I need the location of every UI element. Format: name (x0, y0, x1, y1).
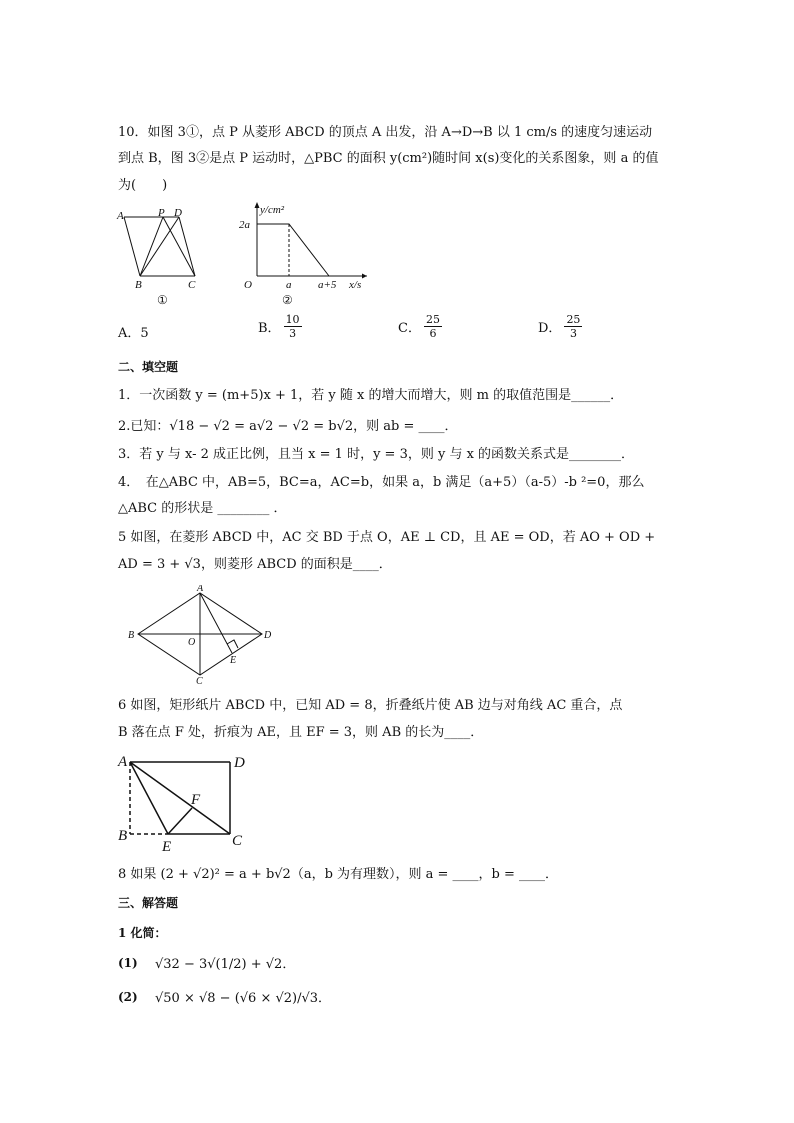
fig6-seg-ef (168, 808, 192, 834)
option-b-den: 3 (289, 327, 297, 340)
fig5-label-c: C (196, 676, 203, 685)
fig5-label-d: D (264, 630, 272, 641)
fig5-label-o: O (188, 637, 196, 648)
q10-line1: 10．如图 3①，点 P 从菱形 ABCD 的顶点 A 出发，沿 A→D→B 以 1 cm/s 的速度匀速运动 (118, 125, 653, 140)
option-d (538, 313, 582, 340)
fig1-side-ab (124, 217, 140, 276)
option-b-num: 10 (285, 313, 300, 326)
fill-q1: 1．一次函数 y = (m+5)x + 1，若 y 随 x 的增大而增大，则 m 的取值范围是______． (118, 388, 624, 403)
option-c-frac (424, 313, 442, 340)
fill-q6-line2: B 落在点 F 处，折痕为 AE，且 EF = 3，则 AB 的长为____． (118, 725, 484, 740)
fill-q4-line1: 4． 在△ABC 中，AB=5，BC=a，AC=b，如果 a，b 满足（a+5）（a-5）-b ²=0，那么 (118, 475, 645, 490)
fig1-seg-cp (163, 217, 195, 276)
fill-q5-line2: AD = 3 + √3，则菱形 ABCD 的面积是____． (118, 557, 392, 572)
option-a-value: 5 (140, 326, 149, 341)
option-b (258, 313, 302, 340)
option-c-num: 25 (425, 313, 440, 326)
solve-p2-expr: √50 × √8 − (√6 × √2)/√3． (155, 991, 332, 1006)
fig2-ytick: 2a (239, 219, 250, 231)
fig6-crease-ae (130, 762, 168, 834)
fig6-label-c: C (232, 833, 243, 849)
option-c-den: 6 (429, 327, 437, 340)
fig6-label-f: F (191, 792, 201, 808)
option-c-letter: C． (398, 321, 421, 336)
option-d-frac (564, 313, 582, 340)
solve-p2-label: (2) (118, 990, 138, 1004)
fig6-label-e: E (162, 839, 172, 855)
section2-heading: 二、填空题 (118, 360, 179, 374)
fill-q2: 2.已知：√18 − √2 = a√2 − √2 = b√2，则 ab = ____． (118, 419, 458, 434)
fig6-diag-ac (130, 762, 230, 834)
figure-graph-2 (232, 200, 372, 310)
solve-q1: 1 化简： (118, 926, 167, 940)
figure-rhombus-5 (124, 585, 276, 685)
q10-line2: 到点 B，图 3②是点 P 运动时，△PBC 的面积 y(cm²)随时间 x(s)变化的关系图象，则 a 的值 (118, 151, 659, 166)
fig2-origin: O (244, 279, 252, 291)
figure-rhombus-1 (116, 205, 206, 309)
solve-p1-expr: √32 − 3√(1/2) + √2． (155, 957, 296, 972)
fig6-label-d: D (234, 755, 245, 771)
fig1-label-p: P (158, 207, 165, 219)
fig2-xtick-a: a (286, 279, 292, 291)
fig2-x-arrow (362, 274, 367, 279)
option-d-den: 3 (569, 327, 577, 340)
fig1-caption: ① (157, 293, 168, 307)
fig1-side-dc (179, 217, 195, 276)
fill-q6-line1: 6 如图，矩形纸片 ABCD 中，已知 AD = 8，折叠纸片使 AB 边与对角线 AC 重合，点 (118, 698, 623, 713)
option-d-num: 25 (566, 313, 581, 326)
fig6-label-b: B (118, 828, 128, 844)
figure-rectangle-6 (112, 750, 282, 855)
fig2-xtick-a5: a+5 (318, 279, 337, 291)
fig2-caption: ② (282, 293, 293, 307)
fig6-label-a: A (118, 754, 128, 770)
section3-heading: 三、解答题 (118, 896, 179, 910)
solve-p1-label: (1) (118, 956, 138, 970)
fill-q5-line1: 5 如图，在菱形 ABCD 中，AC 交 BD 于点 O，AE ⊥ CD，且 AE = OD，若 AO + OD + (118, 530, 656, 545)
option-c (398, 313, 442, 340)
option-b-frac (284, 313, 302, 340)
option-b-letter: B． (258, 321, 281, 336)
fig2-ylabel: y/cm² (260, 204, 285, 216)
option-d-letter: D． (538, 321, 562, 336)
fig5-label-b: B (128, 630, 135, 641)
fig1-label-c: C (188, 279, 196, 291)
fig1-label-a: A (117, 210, 124, 222)
fig2-xlabel: x/s (349, 279, 362, 291)
option-a (118, 322, 149, 341)
fill-q8: 8 如果 (2 + √2)² = a + b√2（a，b 为有理数），则 a = ____，b = ____． (118, 867, 559, 882)
fig1-label-b: B (135, 279, 142, 291)
fig1-label-d: D (174, 207, 182, 219)
fill-q4-line2: △ABC 的形状是 ________ ． (118, 501, 287, 516)
fill-q3: 3．若 y 与 x- 2 成正比例，且当 x = 1 时，y = 3，则 y 与 x 的函数关系式是________． (118, 447, 635, 462)
fig2-graph-line (257, 224, 329, 276)
q10-line3: 为( ) (118, 178, 168, 193)
option-a-letter: A． (118, 326, 141, 341)
fig5-label-e: E (230, 655, 237, 666)
fig5-label-a: A (197, 585, 204, 594)
fig2-y-arrow (255, 202, 260, 208)
